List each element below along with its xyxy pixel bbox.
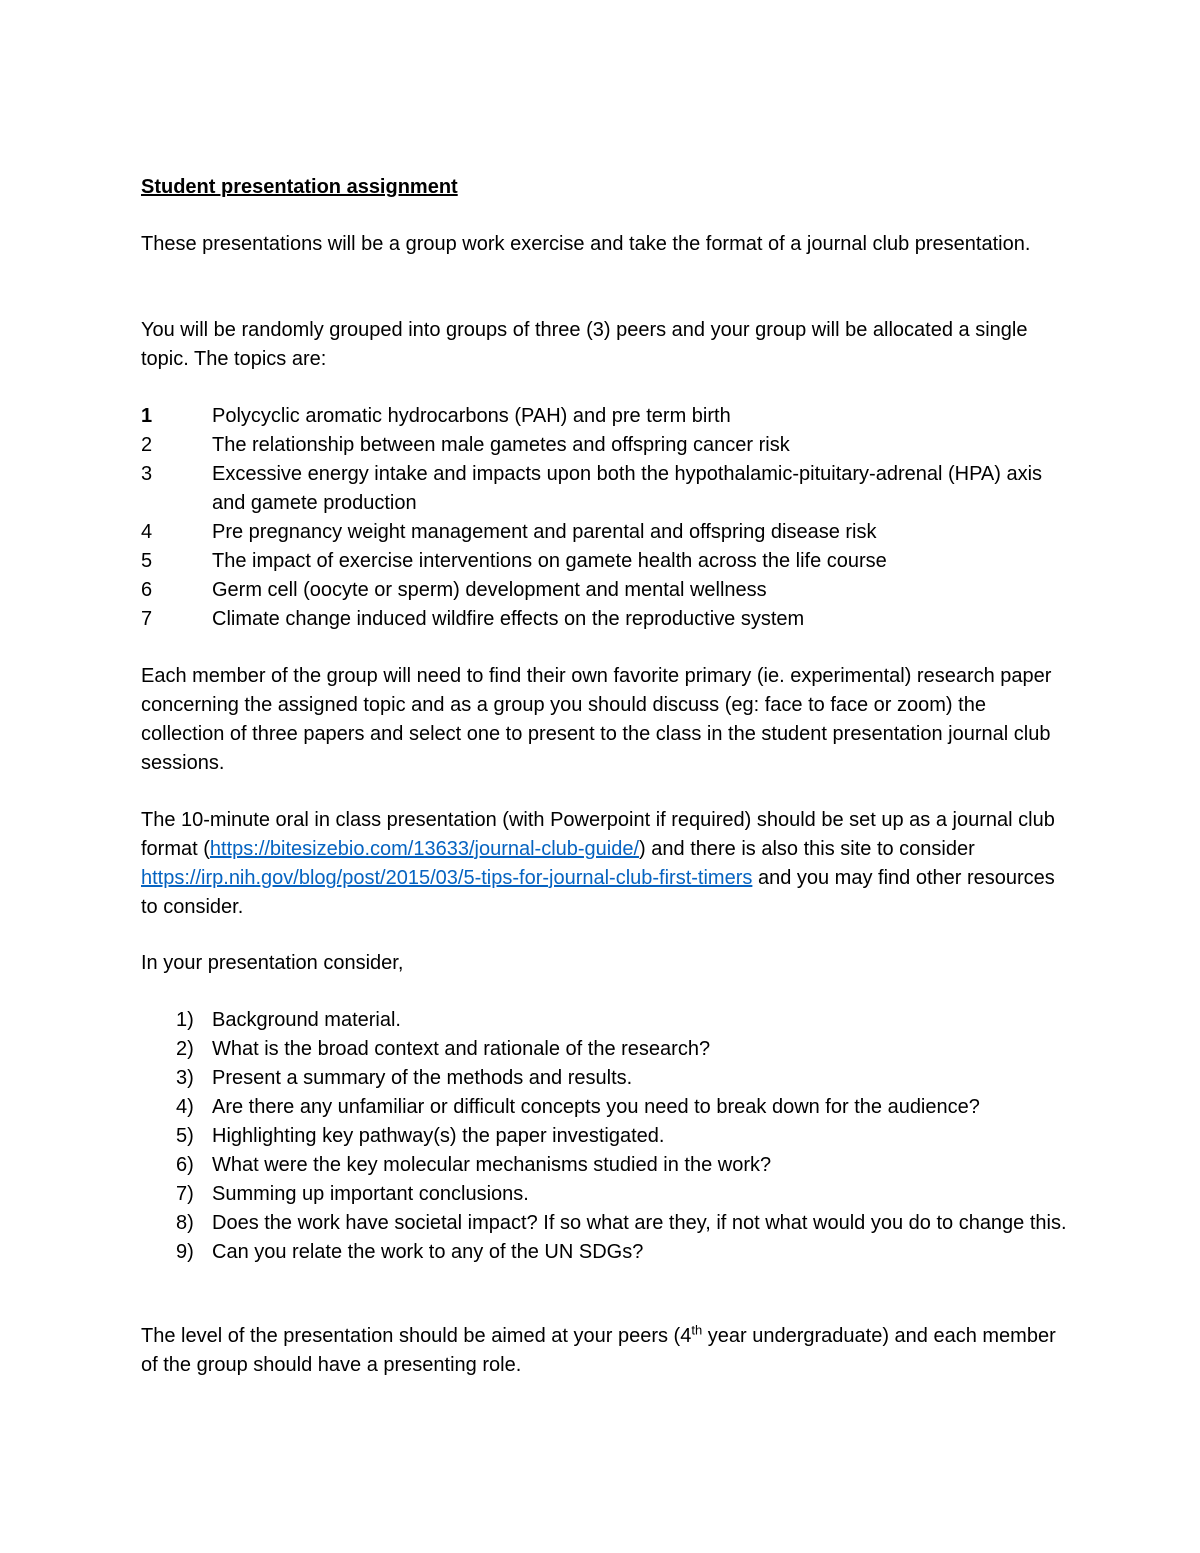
ordinal-suffix: th — [691, 1322, 703, 1338]
grouping-paragraph: You will be randomly grouped into groups of three (3) peers and your group will be allocated a single topic. The topics are: — [141, 319, 1028, 370]
topic-text: Excessive energy intake and impacts upon both the hypothalamic-pituitary-adrenal (HPA) axis and gamete production — [212, 463, 1043, 514]
topic-item — [141, 547, 1071, 576]
consider-number: 5) — [176, 1125, 194, 1147]
topic-text: Polycyclic aromatic hydrocarbons (PAH) and pre term birth — [212, 405, 731, 427]
format-paragraph — [141, 806, 1071, 922]
consider-item — [141, 1035, 1071, 1064]
consider-text: Summing up important conclusions. — [212, 1183, 529, 1205]
consider-number: 7) — [176, 1183, 194, 1205]
consider-item — [141, 1209, 1071, 1238]
topic-text: Climate change induced wildfire effects on the reproductive system — [212, 608, 805, 630]
topic-number: 7 — [141, 608, 153, 630]
topic-text: The relationship between male gametes and offspring cancer risk — [212, 434, 790, 456]
topic-number: 3 — [141, 463, 153, 485]
consider-list — [141, 1006, 1071, 1267]
topic-item — [141, 431, 1071, 460]
consider-text: Highlighting key pathway(s) the paper investigated. — [212, 1125, 665, 1147]
consider-text: Are there any unfamiliar or difficult concepts you need to break down for the audience? — [212, 1096, 980, 1118]
topics-list — [141, 402, 1071, 634]
consider-text: What were the key molecular mechanisms studied in the work? — [212, 1154, 772, 1176]
journal-club-guide-link[interactable]: https://bitesizebio.com/13633/journal-club-guide/ — [209, 838, 640, 860]
consider-item — [141, 1238, 1071, 1267]
consider-text: Can you relate the work to any of the UN SDGs? — [212, 1241, 644, 1263]
consider-item — [141, 1093, 1071, 1122]
member-paragraph: Each member of the group will need to find their own favorite primary (ie. experimental) research paper concerning the assigned topic and as a group you should discuss (eg: face to face or zoom) the collection of three papers and select one to present to the class in the student presentation journal club sessions. — [141, 665, 1052, 774]
consider-item — [141, 1006, 1071, 1035]
consider-number: 2) — [176, 1038, 194, 1060]
topic-item — [141, 605, 1071, 634]
consider-item — [141, 1180, 1071, 1209]
consider-text: Present a summary of the methods and results. — [212, 1067, 633, 1089]
consider-text: What is the broad context and rationale of the research? — [212, 1038, 711, 1060]
topic-text: The impact of exercise interventions on gamete health across the life course — [212, 550, 887, 572]
topic-item — [141, 460, 1071, 518]
topic-number: 6 — [141, 579, 153, 601]
intro-paragraph: These presentations will be a group work exercise and take the format of a journal club presentation. — [141, 233, 1031, 255]
consider-number: 3) — [176, 1067, 194, 1089]
format-text-1: The 10-minute oral in class presentation (with Powerpoint if required) should be set up as a journal club format ( — [141, 809, 1055, 860]
format-text-3: and you may find other resources to consider. — [141, 867, 1055, 918]
consider-intro: In your presentation consider, — [141, 952, 404, 974]
topic-text: Pre pregnancy weight management and parental and offspring disease risk — [212, 521, 877, 543]
topic-item — [141, 518, 1071, 547]
consider-text: Background material. — [212, 1009, 401, 1031]
topic-number: 2 — [141, 434, 153, 456]
consider-item — [141, 1122, 1071, 1151]
consider-text: Does the work have societal impact? If so what are they, if not what would you do to change this. — [212, 1212, 1067, 1234]
consider-item — [141, 1151, 1071, 1180]
consider-number: 1) — [176, 1009, 194, 1031]
topic-text: Germ cell (oocyte or sperm) development and mental wellness — [212, 579, 767, 601]
consider-item — [141, 1064, 1071, 1093]
consider-number: 9) — [176, 1241, 194, 1263]
topic-number: 1 — [141, 405, 153, 427]
consider-number: 8) — [176, 1212, 194, 1234]
page-title: Student presentation assignment — [141, 176, 458, 198]
topic-item — [141, 576, 1071, 605]
level-paragraph — [141, 1322, 1071, 1380]
level-text-1: The level of the presentation should be aimed at your peers (4 — [141, 1325, 692, 1347]
topic-number: 5 — [141, 550, 153, 572]
topic-item — [141, 402, 1071, 431]
topic-number: 4 — [141, 521, 153, 543]
nih-journal-club-link[interactable]: https://irp.nih.gov/blog/post/2015/03/5-tips-for-journal-club-first-timers — [141, 867, 753, 889]
level-text-2: year undergraduate) and each member of the group should have a presenting role. — [141, 1325, 1056, 1376]
consider-number: 4) — [176, 1096, 194, 1118]
consider-number: 6) — [176, 1154, 194, 1176]
format-text-2: ) and there is also this site to consider — [639, 838, 975, 860]
